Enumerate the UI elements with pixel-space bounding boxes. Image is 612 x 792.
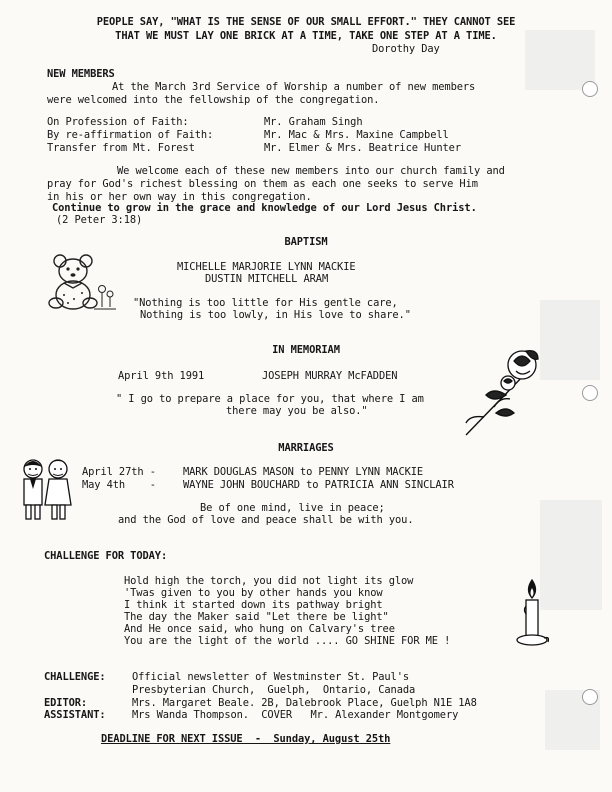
colophon-label: ASSISTANT:: [44, 709, 106, 721]
poem-line: "Nothing is too little for His gentle care,: [133, 297, 398, 309]
member-name: Mr. Graham Singh: [264, 116, 363, 128]
marriage-couple: WAYNE JOHN BOUCHARD to PATRICIA ANN SINCLAIR: [183, 479, 454, 491]
scripture-reference: (2 Peter 3:18): [56, 214, 143, 226]
candle-illustration: [515, 578, 549, 650]
section-heading-new-members: NEW MEMBERS: [47, 68, 115, 80]
poem-line: I think it started down its pathway bright: [124, 599, 383, 611]
scripture-verse: Continue to grow in the grace and knowledge of our Lord Jesus Christ.: [52, 202, 477, 214]
quote-line: THAT WE MUST LAY ONE BRICK AT A TIME, TAKE ONE STEP AT A TIME.: [115, 30, 497, 42]
colophon-text: Presbyterian Church, Guelph, Ontario, Canada: [132, 684, 416, 696]
paragraph-line: At the March 3rd Service of Worship a number of new members: [112, 81, 476, 93]
section-heading-marriages: MARRIAGES: [278, 442, 334, 454]
colophon-text: Mrs Wanda Thompson. COVER Mr. Alexander Montgomery: [132, 709, 459, 721]
poem-line: And He once said, who hung on Calvary's tree: [124, 623, 395, 635]
colophon-text: Official newsletter of Westminster St. Paul's: [132, 671, 410, 683]
member-category: By re-affirmation of Faith:: [47, 129, 214, 141]
bleed-through-shading: [540, 300, 600, 380]
teddy-bear-illustration: [44, 251, 116, 311]
member-name: Mr. Mac & Mrs. Maxine Campbell: [264, 129, 449, 141]
marriage-date: April 27th -: [82, 466, 156, 478]
punch-hole: [582, 689, 598, 705]
quote-author: Dorothy Day: [372, 43, 440, 55]
blessing-line: Be of one mind, live in peace;: [200, 502, 385, 514]
poem-line: You are the light of the world .... GO SHINE FOR ME !: [124, 635, 451, 647]
punch-hole: [582, 385, 598, 401]
section-heading-baptism: BAPTISM: [284, 236, 328, 248]
baptism-name: DUSTIN MITCHELL ARAM: [205, 273, 329, 285]
section-heading-in-memoriam: IN MEMORIAM: [272, 344, 340, 356]
baptism-name: MICHELLE MARJORIE LYNN MACKIE: [177, 261, 356, 273]
poem-line: The day the Maker said "Let there be light": [124, 611, 389, 623]
memoriam-name: JOSEPH MURRAY McFADDEN: [262, 370, 398, 382]
bleed-through-shading: [540, 500, 602, 610]
poem-line: 'Twas given to you by other hands you know: [124, 587, 383, 599]
scripture-line: " I go to prepare a place for you, that where I am: [116, 393, 424, 405]
punch-hole: [582, 81, 598, 97]
colophon-label: CHALLENGE:: [44, 671, 106, 683]
memoriam-date: April 9th 1991: [118, 370, 205, 382]
colophon-text: Mrs. Margaret Beale. 2B, Dalebrook Place, Guelph N1E 1A8: [132, 697, 477, 709]
section-heading-challenge-for-today: CHALLENGE FOR TODAY:: [44, 550, 168, 562]
quote-line: PEOPLE SAY, "WHAT IS THE SENSE OF OUR SMALL EFFORT." THEY CANNOT SEE: [96, 16, 516, 28]
wedding-couple-illustration: [18, 457, 74, 523]
rose-illustration: [456, 343, 546, 438]
paragraph-line: We welcome each of these new members into our church family and: [117, 165, 505, 177]
poem-line: Hold high the torch, you did not light its glow: [124, 575, 414, 587]
colophon-label: EDITOR:: [44, 697, 88, 709]
paragraph-line: pray for God's richest blessing on them as each one seeks to serve Him: [47, 178, 478, 190]
member-category: On Profession of Faith:: [47, 116, 189, 128]
marriage-couple: MARK DOUGLAS MASON to PENNY LYNN MACKIE: [183, 466, 424, 478]
scripture-line: there may you be also.": [226, 405, 368, 417]
member-category: Transfer from Mt. Forest: [47, 142, 195, 154]
blessing-line: and the God of love and peace shall be with you.: [118, 514, 414, 526]
marriage-date: May 4th -: [82, 479, 156, 491]
paragraph-line: in his or her own way in this congregation.: [47, 191, 312, 203]
poem-line: Nothing is too lowly, in His love to share.": [140, 309, 411, 321]
member-name: Mr. Elmer & Mrs. Beatrice Hunter: [264, 142, 461, 154]
deadline-notice: DEADLINE FOR NEXT ISSUE - Sunday, August 25th: [101, 733, 391, 745]
paragraph-line: were welcomed into the fellowship of the congregation.: [47, 94, 380, 106]
